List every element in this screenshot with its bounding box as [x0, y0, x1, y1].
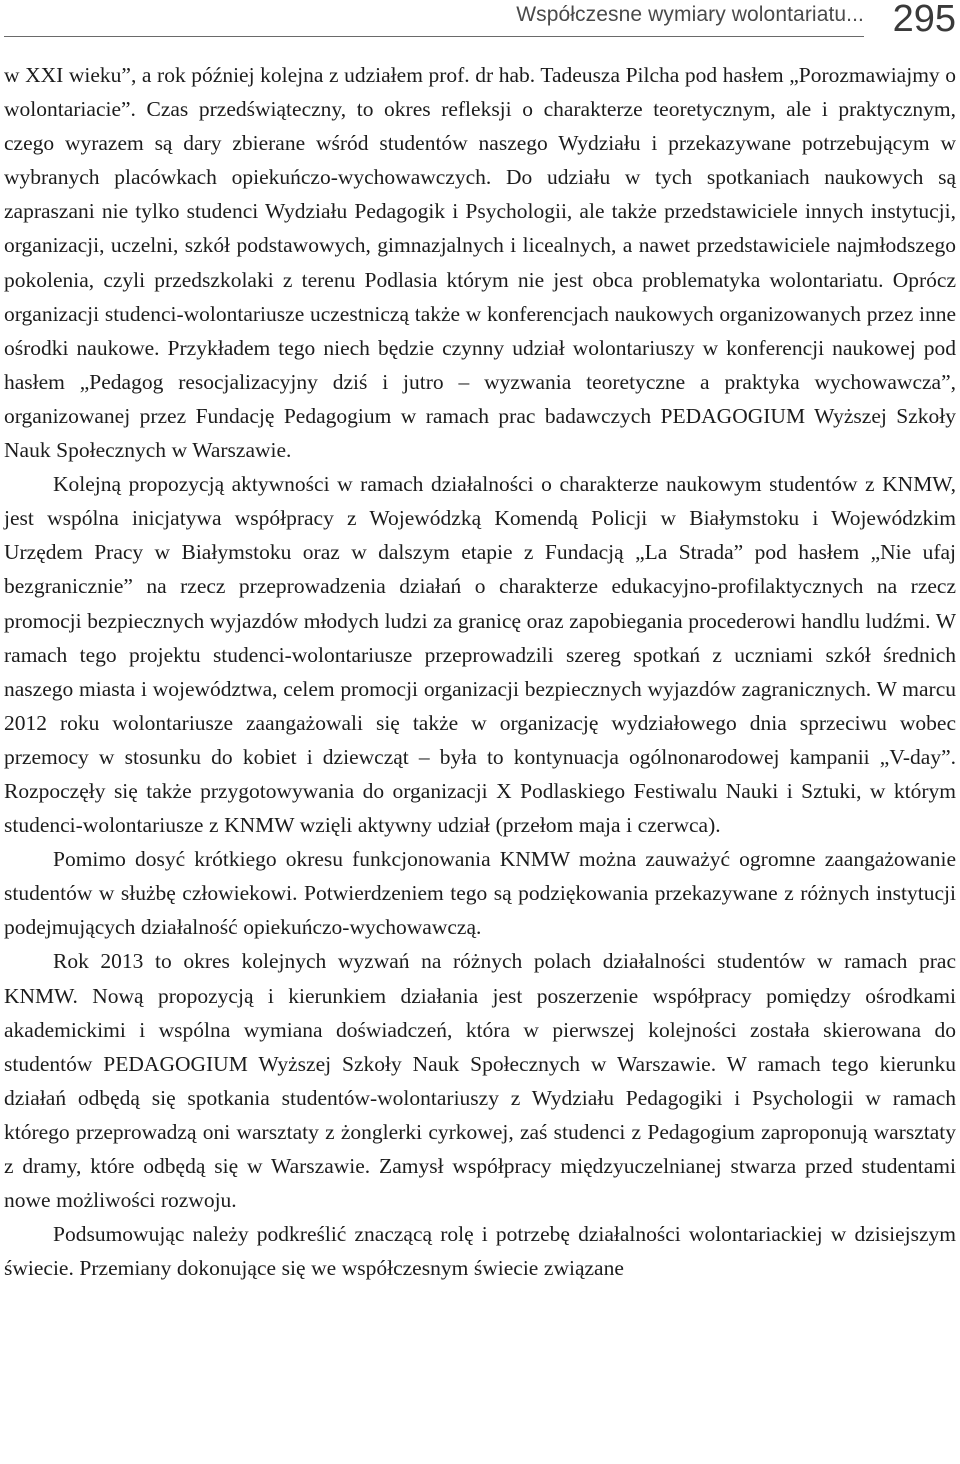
paragraph: Pomimo dosyć krótkiego okresu funkcjonowania KNMW można zauważyć ogromne zaangażowanie studentów w służbę człowiekowi. Potwierdzeniem tego są podziękowania przekazywane z różnych instytucji podejmujących działalność opiekuńczo-wychowawczą. [4, 847, 956, 940]
body-text [4, 58, 956, 1285]
paragraph: Kolejną propozycją aktywności w ramach działalności o charakterze naukowym studentów z KNMW, jest wspólna inicjatywa współpracy z Wojewódzką Komendą Policji w Białymstoku i Wojewódzkim Urzędem Pracy w Białymstoku oraz w dalszym etapie z Fundacją „La Strada” pod hasłem „Nie ufaj bezgranicznie” na rzecz przeprowadzenia działań o charakterze edukacyjno-profilaktycznych na rzecz promocji bezpiecznych wyjazdów młodych ludzi za granicę oraz zapobiegania procederowi handlu ludźmi. W ramach tego projektu studenci-wolontariusze przeprowadzili szereg spotkań z uczniami szkół średnich naszego miasta i województwa, celem promocji organizacji bezpiecznych wyjazdów zagranicznych. W marcu 2012 roku wolontariusze zaangażowali się także w organizację wydziałowego dnia sprzeciwu wobec przemocy w stosunku do kobiet i dziewcząt – była to kontynuacja ogólnonarodowej kampanii „V-day”. Rozpoczęły się także przygotowywania do organizacji X Podlaskiego Festiwalu Nauki i Sztuki, w którym studenci-wolontariusze z KNMW wzięli aktywny udział (przełom maja i czerwca). [4, 472, 956, 838]
running-head: Współczesne wymiary wolontariatu... [516, 3, 864, 26]
header-rule [4, 36, 864, 37]
paragraph: Rok 2013 to okres kolejnych wyzwań na różnych polach działalności studentów w ramach prac KNMW. Nową propozycją i kierunkiem działania jest poszerzenie współpracy pomiędzy ośrodkami akademickimi i wspólna wymiana doświadczeń, która w pierwszej kolejności została skierowana do studentów PEDAGOGIUM Wyższej Szkoły Nauk Społecznych w Warszawie. W ramach tego kierunku działań odbędą się spotkania studentów-wolontariuszy z Wydziału Pedagogiki i Psychologii w ramach którego przeprowadzą oni warsztaty z żonglerki cyrkowej, zaś studenci z Pedagogium zaproponują warsztaty z dramy, które odbędą się w Warszawie. Zamysł współpracy międzyuczelnianej stwarza przed studentami nowe możliwości rozwoju. [4, 949, 956, 1213]
paragraph: w XXI wieku”, a rok później kolejna z udziałem prof. dr hab. Tadeusza Pilcha pod hasłem „Porozmawiajmy o wolontariacie”. Czas przedświąteczny, to okres refleksji o charakterze teoretycznym, ale i praktycznym, czego wyrazem są dary zbierane wśród studentów naszego Wydziału i przekazywane potrzebującym w wybranych placówkach opiekuńczo-wychowawczych. Do udziału w tych spotkaniach naukowych są zapraszani nie tylko studenci Wydziału Pedagogik i Psychologii, ale także przedstawiciele innych instytucji, organizacji, uczelni, szkół podstawowych, gimnazjalnych i licealnych, a nawet przedstawiciele najmłodszego pokolenia, czyli przedszkolaki z terenu Podlasia którym nie jest obca problematyka wolontariatu. Oprócz organizacji studenci-wolontariusze uczestniczą także w konferencjach naukowych organizowanych przez inne ośrodki naukowe. Przykładem tego niech będzie czynny udział wolontariuszy w konferencji naukowej pod hasłem „Pedagog resocjalizacyjny dziś i jutro – wyzwania teoretyczne a praktyka wychowawcza”, organizowanej przez Fundację Pedagogium w ramach prac badawczych PEDAGOGIUM Wyższej Szkoły Nauk Społecznych w Warszawie. [4, 63, 956, 463]
page-header [0, 0, 960, 40]
paragraph: Podsumowując należy podkreślić znaczącą rolę i potrzebę działalności wolontariackiej w dzisiejszym świecie. Przemiany dokonujące się we współczesnym świecie związane [4, 1222, 956, 1281]
page-number: 295 [892, 0, 956, 40]
